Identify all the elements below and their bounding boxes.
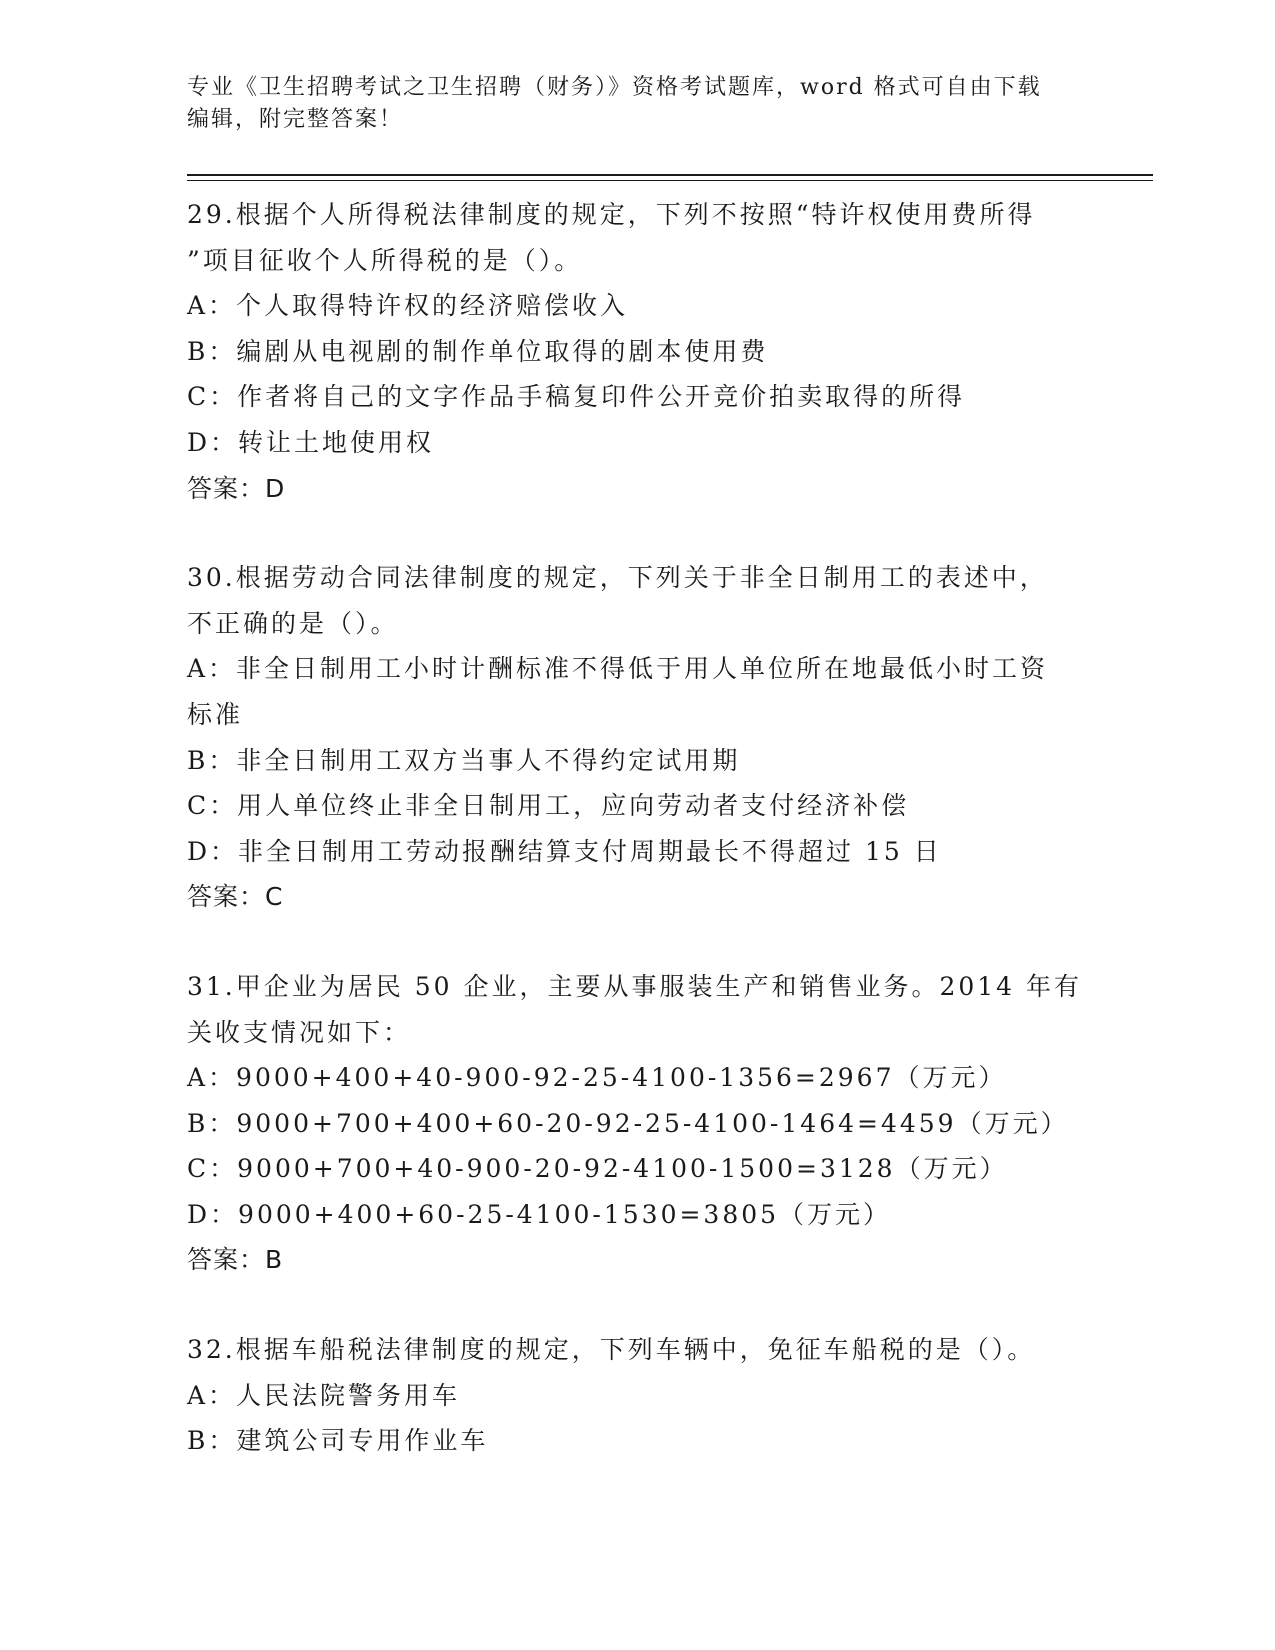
question-stem: 31.甲企业为居民 50 企业，主要从事服装生产和销售业务。2014 年有 <box>187 971 1083 1001</box>
answer-line: 答案：C <box>187 882 284 912</box>
question-30 <box>187 555 1087 920</box>
answer-line: 答案：B <box>187 1245 284 1275</box>
question-31 <box>187 964 1087 1283</box>
option-c: C：作者将自己的文字作品手稿复印件公开竞价拍卖取得的所得 <box>187 382 966 412</box>
option-b: B：编剧从电视剧的制作单位取得的剧本使用费 <box>187 336 769 366</box>
question-stem: 30.根据劳动合同法律制度的规定，下列关于非全日制用工的表述中， <box>187 563 1048 593</box>
option-d: D：9000+400+60-25-4100-1530=3805（万元） <box>187 1199 892 1229</box>
document-header <box>187 72 1087 136</box>
question-list <box>187 192 1087 1508</box>
question-stem-continued: 关收支情况如下： <box>187 1017 412 1047</box>
question-stem-continued: 不正确的是（）。 <box>187 608 399 638</box>
header-divider-thick <box>187 174 1153 176</box>
option-b: B：9000+700+400+60-20-92-25-4100-1464=4459（万元） <box>187 1108 1069 1138</box>
question-29 <box>187 192 1087 511</box>
option-a: A：9000+400+40-900-92-25-4100-1356=2967（万元） <box>187 1063 1007 1093</box>
option-a: A：非全日制用工小时计酬标准不得低于用人单位所在地最低小时工资 <box>187 654 1049 684</box>
question-stem: 29.根据个人所得税法律制度的规定，下列不按照“特许权使用费所得 <box>187 200 1036 229</box>
question-stem: 32.根据车船税法律制度的规定，下列车辆中，免征车船税的是（）。 <box>187 1335 1036 1365</box>
option-a: A：个人取得特许权的经济赔偿收入 <box>187 291 629 321</box>
option-b: B：非全日制用工双方当事人不得约定试用期 <box>187 745 741 775</box>
question-32 <box>187 1327 1087 1464</box>
header-line-2: 编辑，附完整答案！ <box>187 107 404 132</box>
option-b: B：建筑公司专用作业车 <box>187 1426 489 1456</box>
header-line-1: 专业《卫生招聘考试之卫生招聘（财务）》资格考试题库，word 格式可自由下载 <box>187 75 1042 100</box>
option-d: D：转让土地使用权 <box>187 427 435 457</box>
option-d: D：非全日制用工劳动报酬结算支付周期最长不得超过 15 日 <box>187 836 942 866</box>
option-c: C：9000+700+40-900-20-92-4100-1500=3128（万元） <box>187 1154 1008 1184</box>
answer-line: 答案：D <box>187 473 286 503</box>
question-stem-continued: ”项目征收个人所得税的是（）。 <box>187 245 583 275</box>
option-c: C：用人单位终止非全日制用工，应向劳动者支付经济补偿 <box>187 791 910 821</box>
header-divider-thin <box>187 180 1153 181</box>
option-a: A：人民法院警务用车 <box>187 1380 461 1410</box>
option-a-continued: 标准 <box>187 699 244 729</box>
